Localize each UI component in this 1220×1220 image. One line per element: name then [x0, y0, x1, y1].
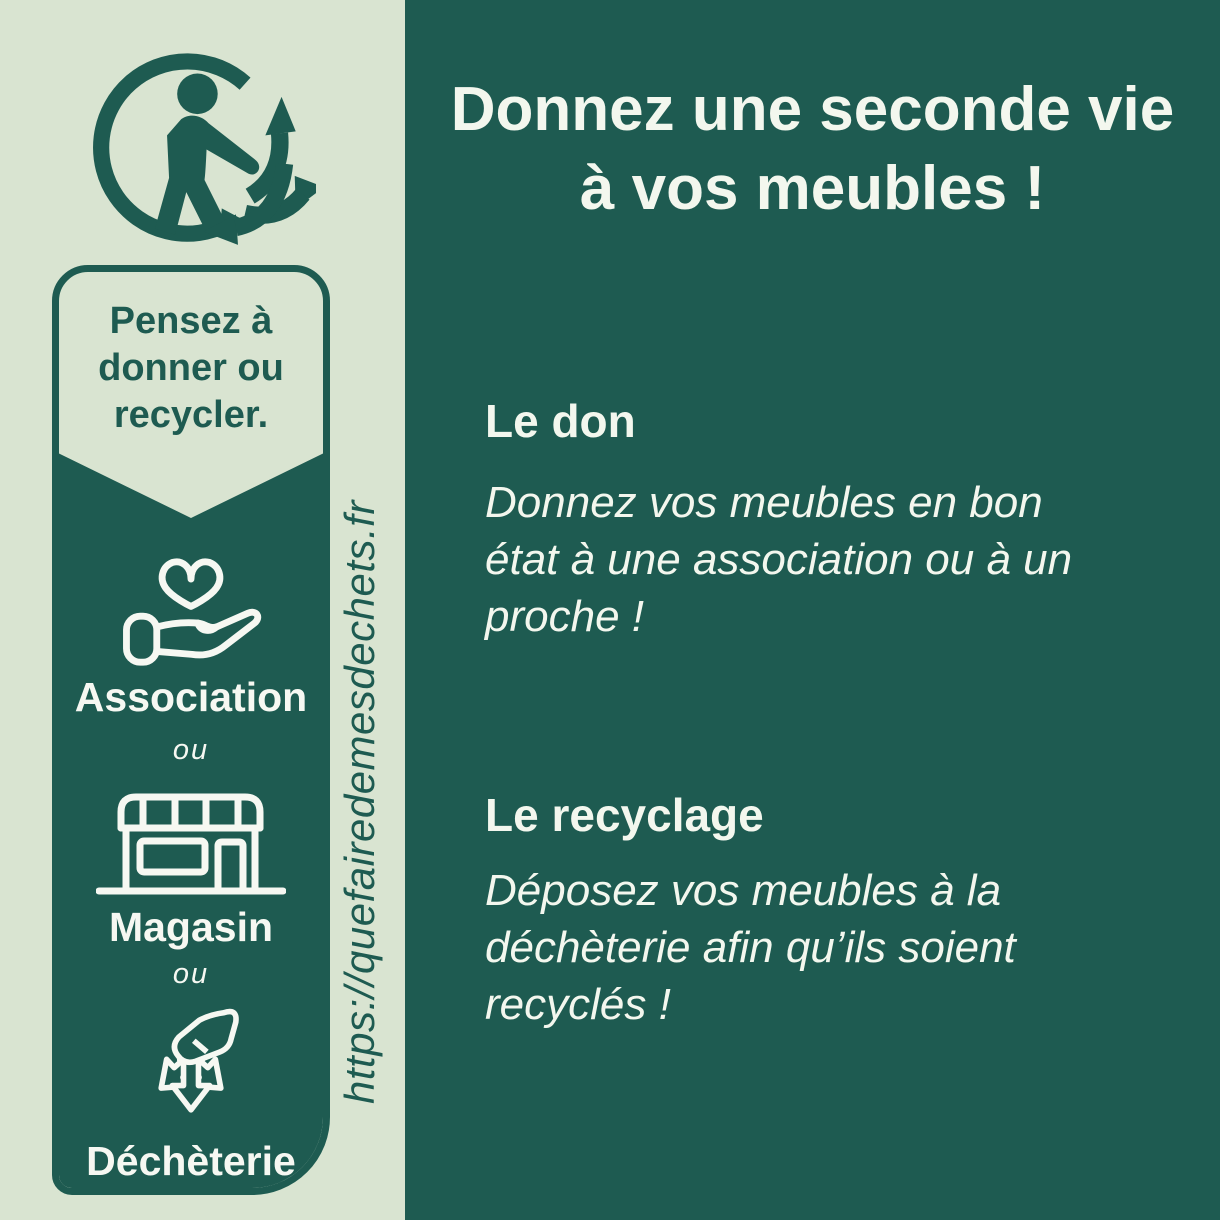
option-label-association: Association [74, 674, 308, 720]
option-label-decheterie: Déchèterie [86, 1138, 296, 1184]
section-heading-recyclage: Le recyclage [485, 789, 764, 841]
waste-drop-sorting-icon [121, 1002, 261, 1128]
separator-ou-1: ou [172, 734, 210, 766]
option-decheterie [59, 1002, 323, 1128]
option-magasin [59, 784, 323, 896]
option-association [59, 538, 323, 670]
section-body-recyclage: Déposez vos meubles à la déchèterie afin qu’ils soient recyclés ! [485, 866, 1016, 1029]
left-panel [0, 0, 405, 1220]
section-heading-don: Le don [485, 395, 636, 447]
content-panel [405, 0, 1220, 1220]
banner-badge-text: Pensez à donner ou recycler. [98, 300, 284, 436]
separator-ou-2: ou [172, 958, 210, 990]
website-url[interactable]: https://quefairedemesdechets.fr [336, 500, 383, 1104]
donation-banner [52, 265, 330, 1195]
triman-recycling-icon [88, 36, 316, 254]
option-label-magasin: Magasin [108, 904, 274, 950]
page-title: Donnez une seconde vie à vos meubles ! [450, 75, 1175, 223]
heart-in-hand-icon [116, 538, 266, 670]
section-body-don: Donnez vos meubles en bon état à une association ou à un proche ! [485, 478, 1073, 641]
storefront-icon [96, 784, 286, 896]
